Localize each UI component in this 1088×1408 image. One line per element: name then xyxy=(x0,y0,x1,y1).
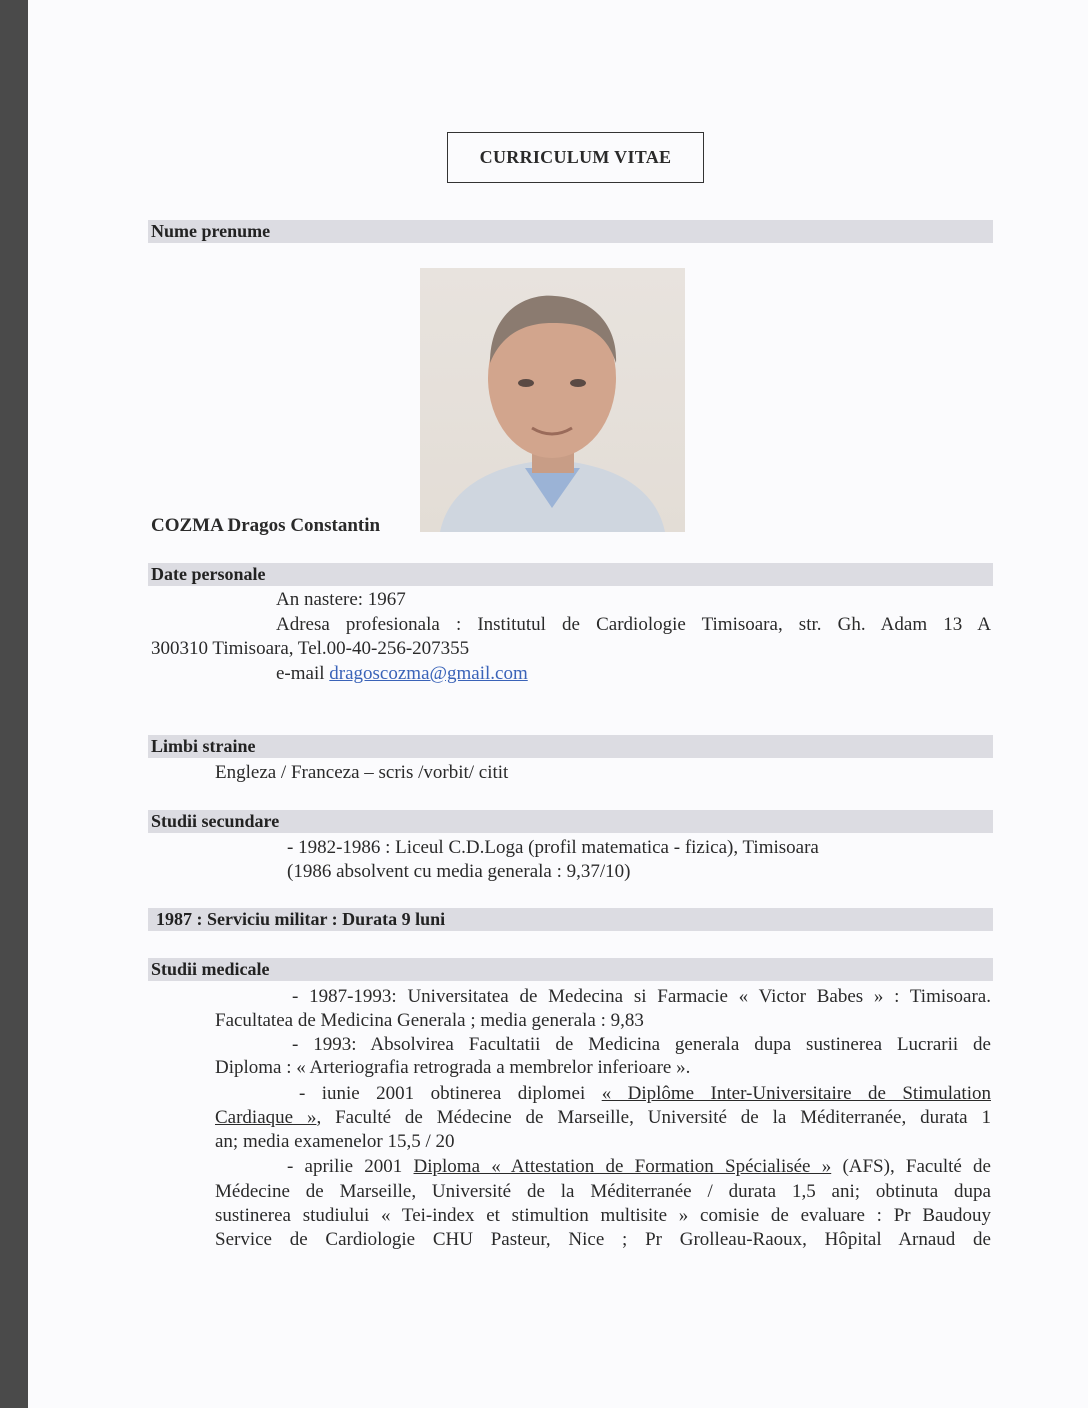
underlined-text: « Diplôme Inter-Universitaire de Stimulation xyxy=(601,1083,991,1104)
section-header-studii-medicale: Studii medicale xyxy=(148,958,993,981)
text-segment: Diploma : « Arteriografia retrograda a membrelor inferioare ». xyxy=(215,1057,691,1078)
text-segment: Service de Cardiologie CHU Pasteur, Nice ; Pr Grolleau-Raoux, Hôpital Arnaud de xyxy=(215,1229,991,1250)
text-line xyxy=(215,1229,991,1251)
text-line xyxy=(215,762,508,784)
text-segment: Facultatea de Medicina Generala ; media generala : 9,83 xyxy=(215,1010,644,1031)
text-line xyxy=(276,614,991,636)
scan-edge xyxy=(0,0,28,1408)
text-segment: , Faculté de Médecine de Marseille, Université de la Méditerranée, durata 1 xyxy=(316,1107,991,1128)
text-segment: Engleza / Franceza – scris /vorbit/ citit xyxy=(215,762,509,783)
portrait-image xyxy=(420,268,685,532)
text-segment: An nastere: 1967 xyxy=(276,589,406,610)
text-segment: an; media examenelor 15,5 / 20 xyxy=(215,1131,455,1152)
text-segment: (1986 absolvent cu media generala : 9,37/10) xyxy=(287,861,631,882)
text-segment: 300310 Timisoara, Tel.00-40-256-207355 xyxy=(151,638,470,659)
text-segment: - 1987-1993: Universitatea de Medecina si Farmacie « Victor Babes » : Timisoara. xyxy=(292,986,991,1007)
text-segment: - 1982-1986 : Liceul C.D.Loga (profil matematica - fizica), Timisoara xyxy=(287,837,819,858)
profile-photo xyxy=(420,268,685,532)
text-line xyxy=(287,1156,991,1178)
text-line xyxy=(287,837,819,859)
text-segment: (AFS), Faculté de xyxy=(831,1156,991,1177)
section-header-date-personale: Date personale xyxy=(148,563,993,586)
text-segment: - 1993: Absolvirea Facultatii de Medicina generala dupa sustinerea Lucrarii de xyxy=(292,1034,991,1055)
text-line xyxy=(276,663,528,685)
text-line xyxy=(215,1107,991,1129)
section-header-limbi-straine: Limbi straine xyxy=(148,735,993,758)
text-segment: Médecine de Marseille, Université de la Méditerranée / durata 1,5 ani; obtinuta dupa xyxy=(215,1181,991,1202)
underlined-text: Cardiaque » xyxy=(215,1107,317,1128)
section-header-nume: Nume prenume xyxy=(148,220,993,243)
email-link[interactable]: dragoscozma@gmail.com xyxy=(329,663,528,684)
text-segment: Adresa profesionala : Institutul de Cardiologie Timisoara, str. Gh. Adam 13 A xyxy=(276,614,991,635)
text-line xyxy=(215,1057,690,1079)
text-line xyxy=(299,1083,991,1105)
text-segment: sustinerea studiului « Tei-index et stimultion multisite » comisie de evaluare : Pr Baudouy xyxy=(215,1205,991,1226)
text-line xyxy=(215,1131,455,1153)
text-line xyxy=(276,589,406,611)
text-line xyxy=(292,986,991,1008)
text-segment: - iunie 2001 obtinerea diplomei xyxy=(299,1083,602,1104)
text-segment: - aprilie 2001 xyxy=(287,1156,414,1177)
text-line xyxy=(215,1181,991,1203)
text-line xyxy=(215,1205,991,1227)
text-line xyxy=(151,638,469,660)
section-header-serviciu-militar: 1987 : Serviciu militar : Durata 9 luni xyxy=(148,908,993,931)
full-name: COZMA Dragos Constantin xyxy=(151,515,381,536)
document-title: CURRICULUM VITAE xyxy=(447,132,704,183)
text-segment: e-mail xyxy=(276,663,330,684)
section-header-studii-secundare: Studii secundare xyxy=(148,810,993,833)
text-line xyxy=(215,1010,644,1032)
text-line xyxy=(292,1034,991,1056)
underlined-text: Diploma « Attestation de Formation Spécialisée » xyxy=(413,1156,832,1177)
text-line xyxy=(287,861,630,883)
